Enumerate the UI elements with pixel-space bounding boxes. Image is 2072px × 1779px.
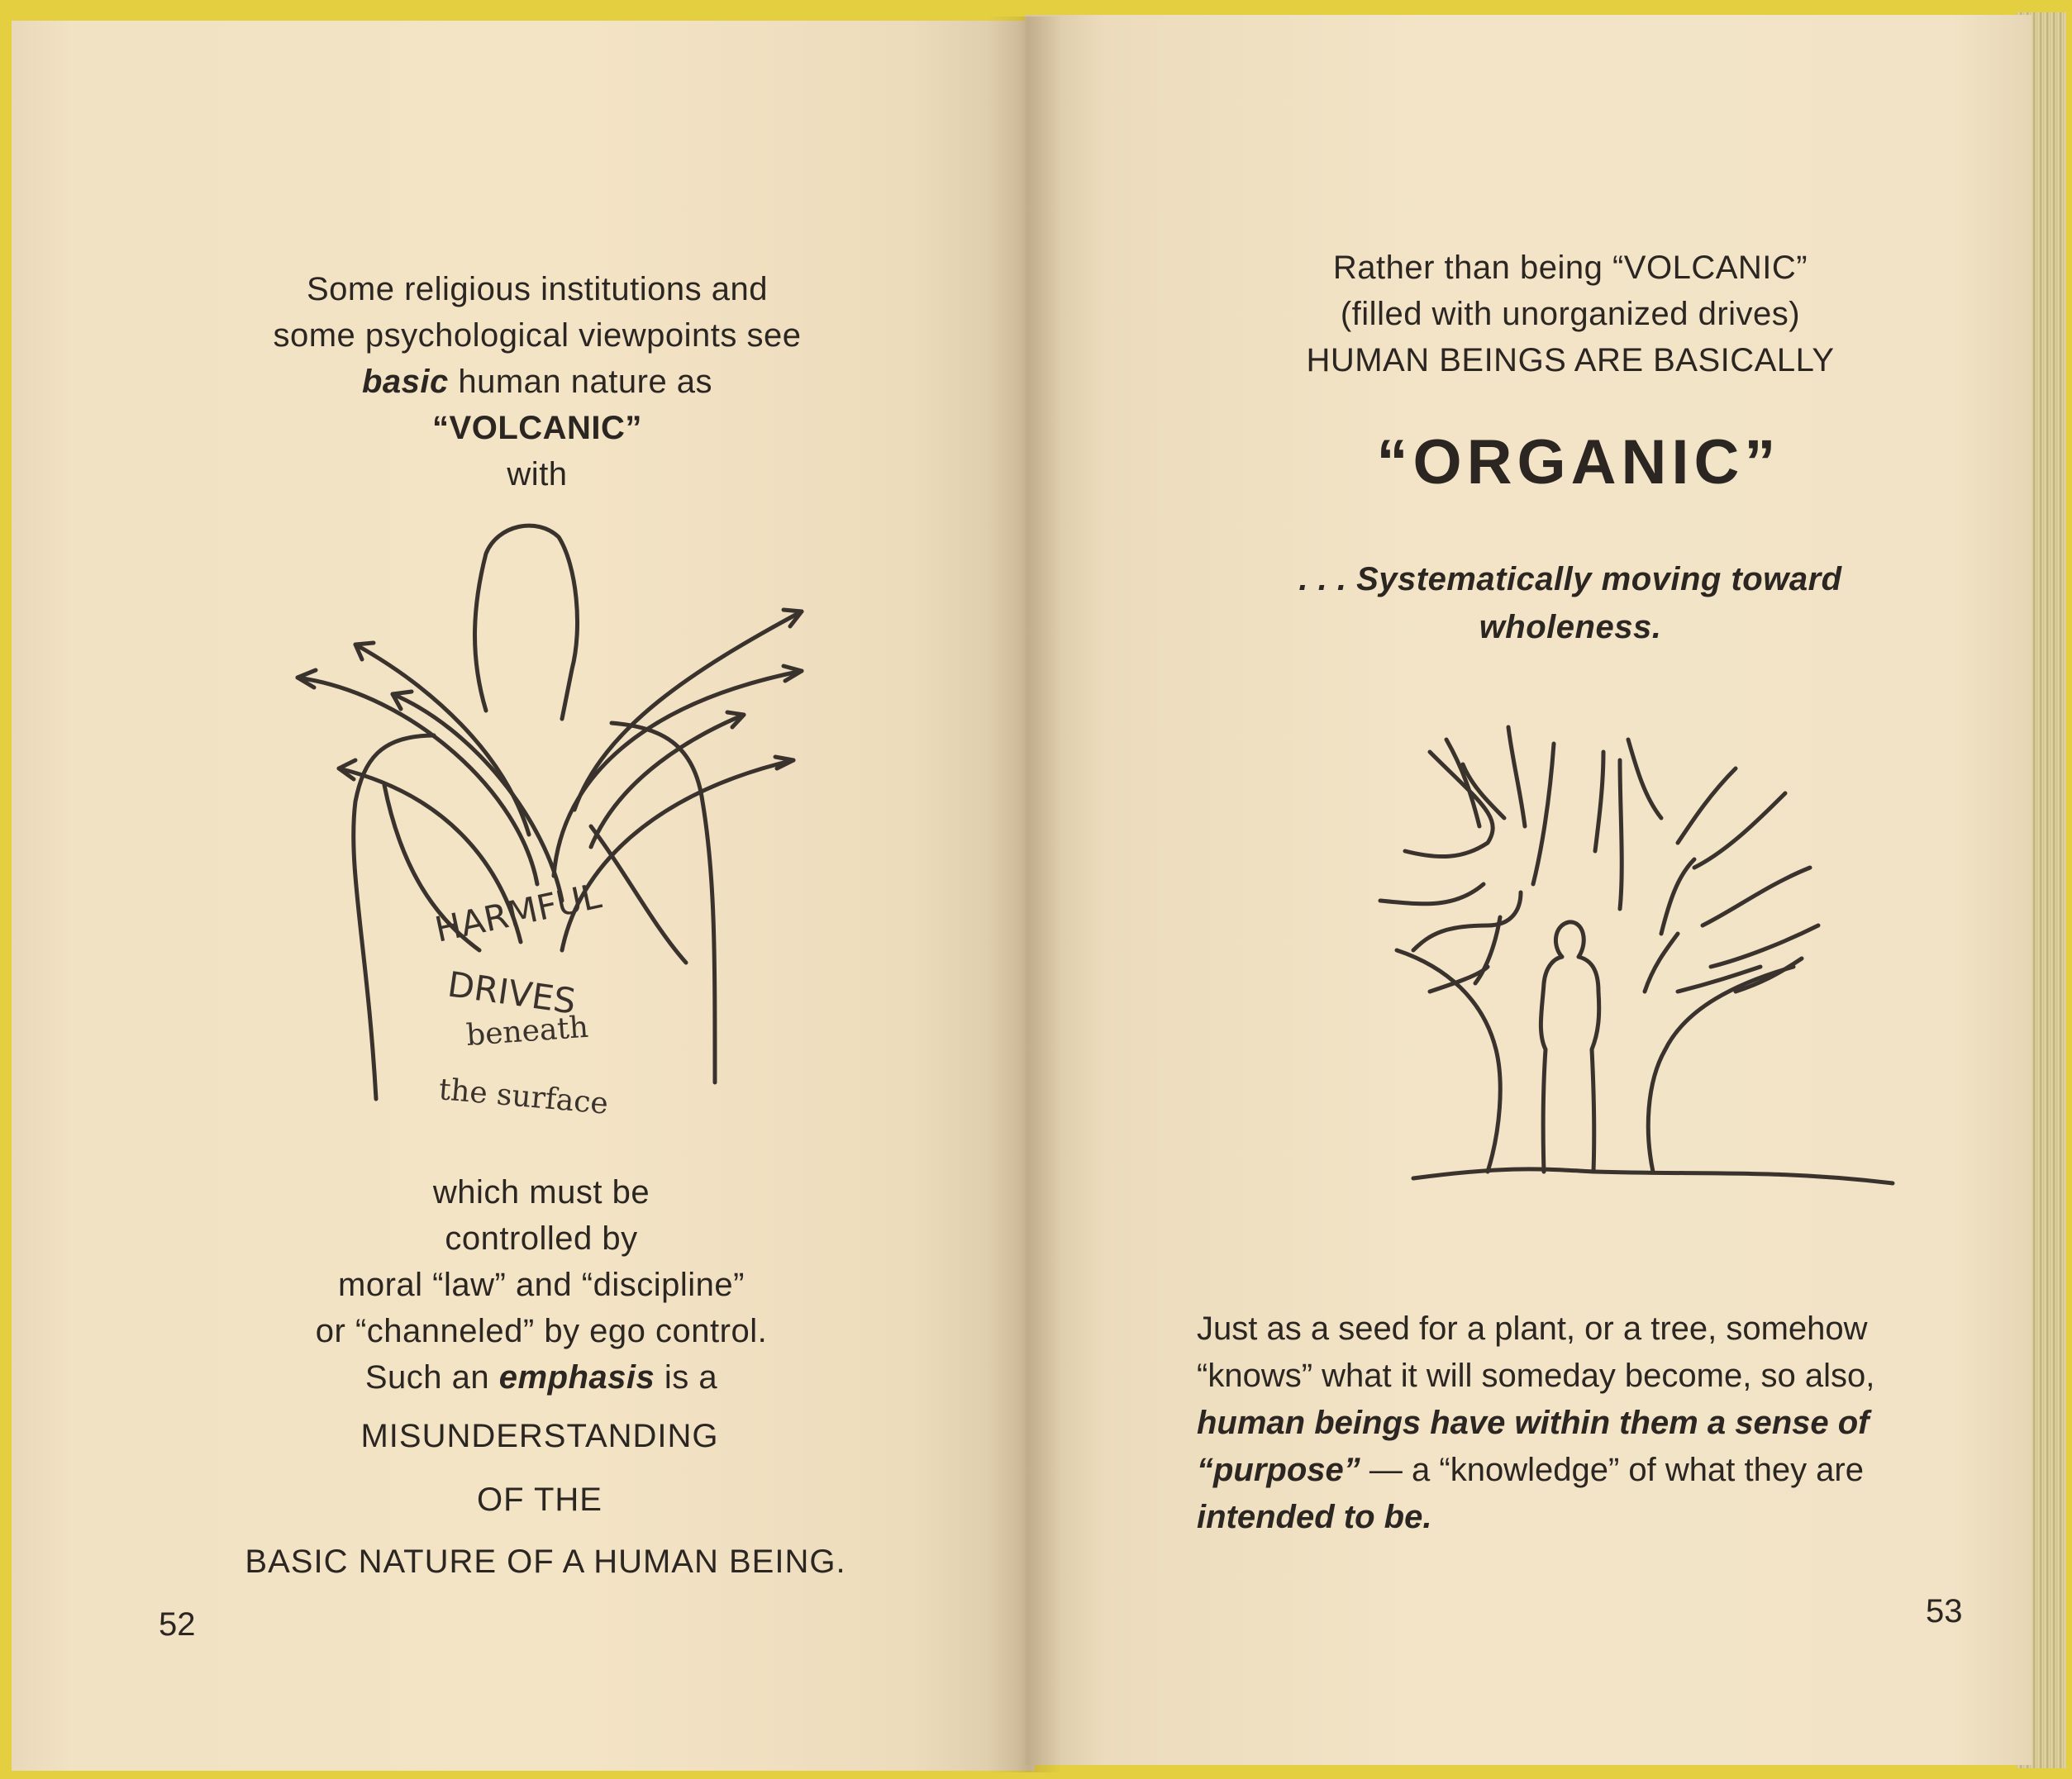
book-gutter [988, 17, 1062, 1772]
right-top-text [1240, 245, 1901, 383]
intro-line-3 [198, 359, 876, 405]
left-intro-text [198, 266, 876, 497]
top-line-1: Rather than being “VOLCANIC” [1332, 250, 1808, 286]
subhead [1256, 555, 1884, 651]
emphasis-prefix: Such an [364, 1359, 499, 1396]
page-number-left: 52 [159, 1606, 196, 1643]
basic-rest: human nature as [448, 364, 713, 400]
caps-line-3: BASIC NATURE OF A HUMAN BEING. [245, 1544, 846, 1580]
intro-line-1: Some religious institutions and [306, 271, 769, 307]
surface-text: the surface [437, 1073, 610, 1121]
para-line-2: “knows” what it will someday become, so also, [1197, 1358, 1875, 1394]
intro-line-2: some psychological viewpoints see [273, 317, 802, 354]
seed-paragraph [1197, 1306, 1974, 1541]
harmful-text: HARMFUL [431, 875, 605, 950]
beneath-text: beneath [464, 1010, 590, 1053]
lower-line-1: which must be [432, 1174, 650, 1211]
lower-line-4: or “channeled” by ego control. [315, 1313, 768, 1349]
with-word: with [507, 456, 568, 492]
purpose-word: “purpose” [1197, 1452, 1360, 1488]
emphasis-word: emphasis [498, 1359, 655, 1396]
tree-figure-illustration [1347, 719, 1901, 1215]
drives-text: DRIVES [445, 963, 579, 1022]
para-line-1: Just as a seed for a plant, or a tree, somehow [1197, 1310, 1868, 1347]
caps-line-1: MISUNDERSTANDING [360, 1418, 719, 1454]
top-line-2: (filled with unorganized drives) [1340, 296, 1801, 332]
emphasis-suffix: is a [655, 1359, 718, 1396]
subhead-line-2: wholeness. [1479, 609, 1662, 645]
top-line-3: HUMAN BEINGS ARE BASICALLY [1306, 342, 1835, 378]
caps-line-2: OF THE [477, 1482, 603, 1518]
emphasis-line [207, 1354, 876, 1401]
para-line-4-rest: — a “knowledge” of what they are [1360, 1452, 1864, 1488]
lower-line-3: moral “law” and “discipline” [338, 1267, 745, 1303]
para-bold-line-3: intended to be. [1197, 1499, 1432, 1535]
volcanic-figure-illustration [264, 521, 826, 1121]
basic-word: basic [361, 364, 449, 400]
subhead-line-1: . . . Systematically moving toward [1298, 561, 1842, 597]
page-number-right: 53 [1926, 1593, 1963, 1629]
left-lower-text [207, 1169, 876, 1401]
organic-heading: “ORGANIC” [1376, 427, 1781, 497]
para-line-4 [1197, 1447, 1974, 1494]
volcanic-word: “VOLCANIC” [432, 410, 642, 446]
lower-line-2: controlled by [445, 1220, 638, 1257]
para-bold-line-1: human beings have within them a sense of [1197, 1405, 1870, 1441]
